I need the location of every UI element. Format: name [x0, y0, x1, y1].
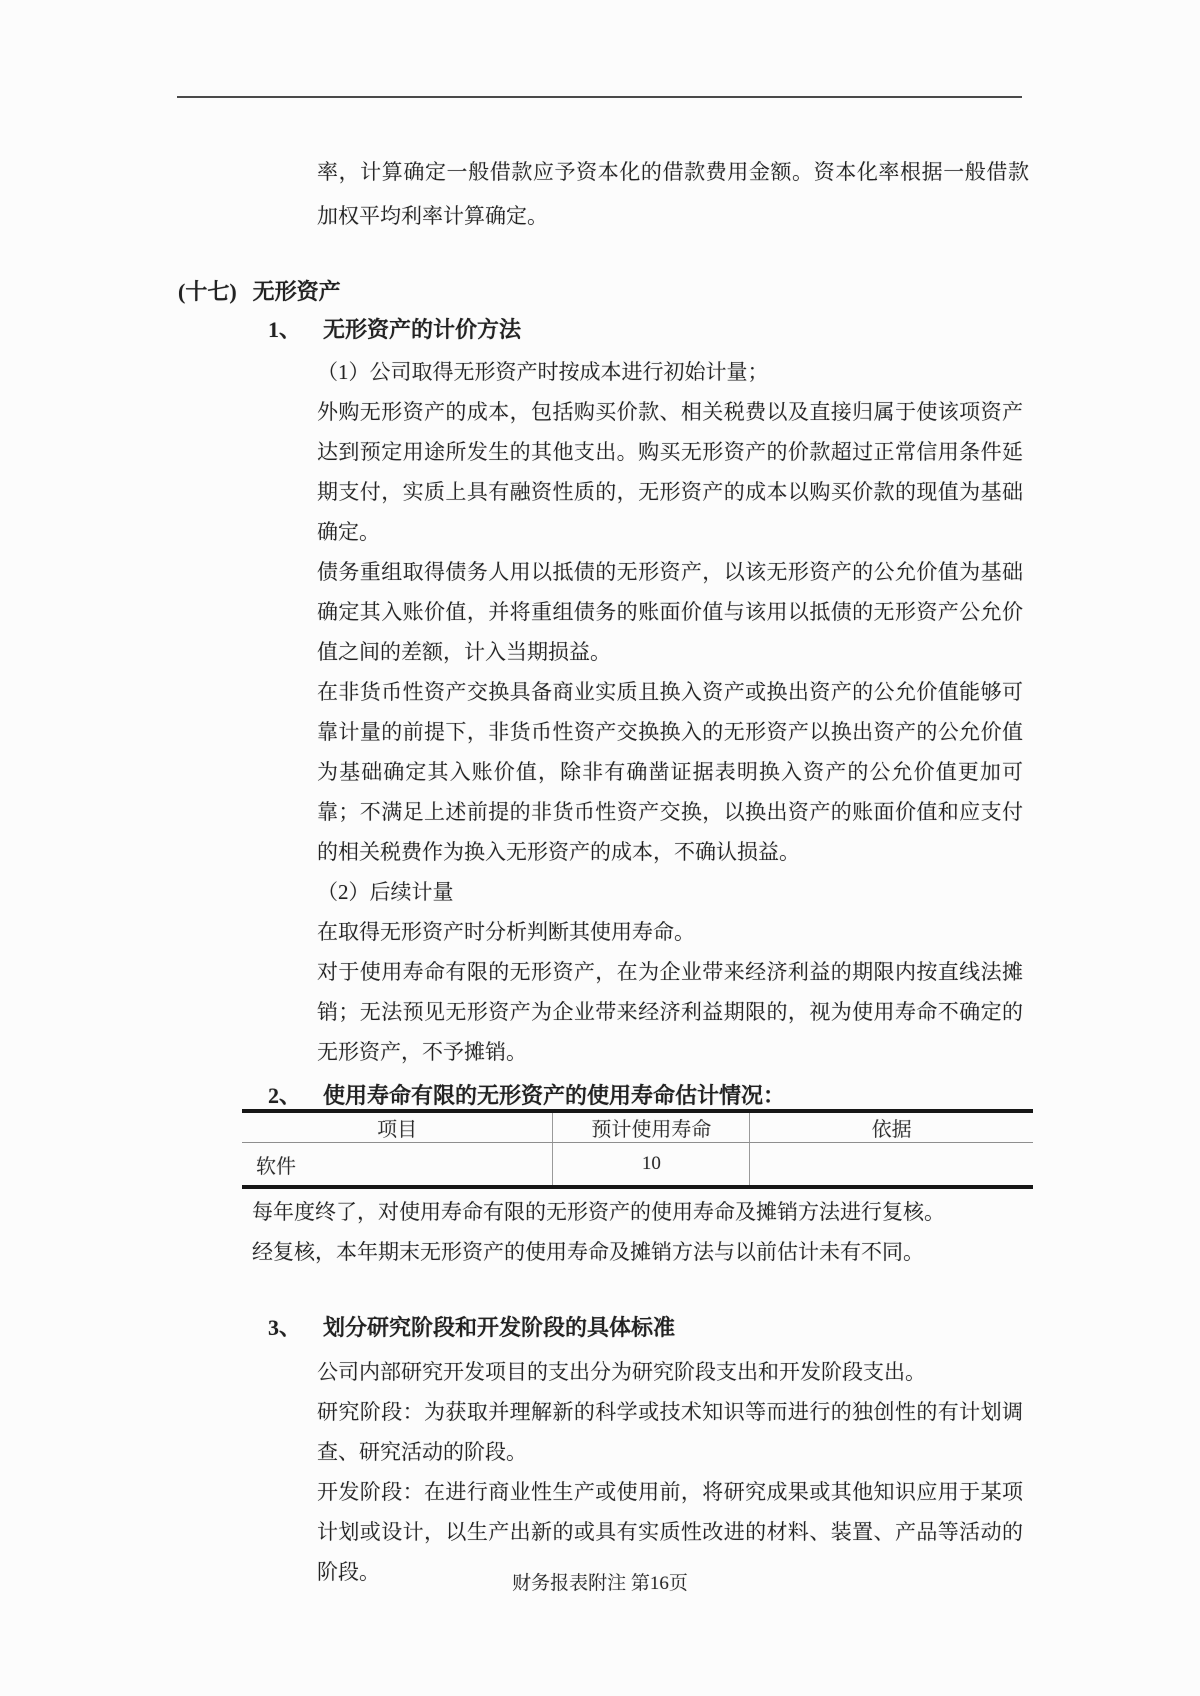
useful-life-review-notes — [252, 1192, 1032, 1272]
paragraph-debt-restructuring: 债务重组取得债务人用以抵债的无形资产，以该无形资产的公允价值为基础确定其入账价值，并将重组债务的账面价值与该用以抵债的无形资产公允价值之间的差额，计入当期损益。 — [317, 560, 1023, 664]
subheading-research-development-criteria — [268, 1312, 675, 1344]
subheading-number: 3、 — [268, 1315, 302, 1340]
table-header-item: 项目 — [242, 1111, 553, 1143]
research-development-paragraphs — [317, 1352, 1023, 1592]
footer-page-label: 财务报表附注 第16页 — [512, 1573, 688, 1594]
section-heading — [178, 276, 341, 308]
paragraph-rd-expenditure: 公司内部研究开发项目的支出分为研究阶段支出和开发阶段支出。 — [317, 1360, 926, 1384]
review-note-annual: 每年度终了，对使用寿命有限的无形资产的使用寿命及摊销方法进行复核。 — [252, 1200, 945, 1224]
subheading-title: 无形资产的计价方法 — [323, 317, 522, 342]
review-note-result: 经复核，本年期末无形资产的使用寿命及摊销方法与以前估计未有不同。 — [252, 1240, 924, 1264]
table-row-software — [242, 1143, 1033, 1188]
valuation-method-paragraphs — [317, 352, 1023, 1072]
subheading-useful-life-estimate — [268, 1080, 785, 1112]
paragraph-amortization: 对于使用寿命有限的无形资产，在为企业带来经济利益的期限内按直线法摊销；无法预见无形资产为企业带来经济利益期限的，视为使用寿命不确定的无形资产，不予摊销。 — [317, 960, 1023, 1064]
paragraph-development-stage: 开发阶段：在进行商业性生产或使用前，将研究成果或其他知识应用于某项计划或设计，以生产出新的或具有实质性改进的材料、装置、产品等活动的阶段。 — [317, 1480, 1023, 1584]
header-rule — [177, 96, 1022, 98]
paragraph-initial-measurement: （1）公司取得无形资产时按成本进行初始计量； — [317, 360, 769, 384]
subheading-valuation-method — [268, 314, 521, 346]
table-cell-expected-life: 10 — [553, 1143, 750, 1188]
section-title: 无形资产 — [252, 279, 341, 304]
paragraph-subsequent-measurement: （2）后续计量 — [317, 880, 454, 904]
subheading-title: 使用寿命有限的无形资产的使用寿命估计情况： — [323, 1083, 786, 1108]
table-header-basis: 依据 — [750, 1111, 1033, 1143]
table-cell-item: 软件 — [242, 1143, 553, 1188]
paragraph-nonmonetary-exchange: 在非货币性资产交换具备商业实质且换入资产或换出资产的公允价值能够可靠计量的前提下，非货币性资产交换换入的无形资产以换出资产的公允价值为基础确定其入账价值，除非有确凿证据表明换入资产的公允价值更加可靠；不满足上述前提的非货币性资产交换，以换出资产的账面价值和应支付的相关税费作为换入无形资产的成本，不确认损益。 — [317, 680, 1023, 864]
subheading-title: 划分研究阶段和开发阶段的具体标准 — [323, 1315, 676, 1340]
intro-paragraph: 率，计算确定一般借款应予资本化的借款费用金额。资本化率根据一般借款加权平均利率计算确定。 — [317, 160, 1029, 228]
subheading-number: 2、 — [268, 1083, 302, 1108]
subheading-number: 1、 — [268, 317, 302, 342]
table-header-expected-life: 预计使用寿命 — [553, 1111, 750, 1143]
paragraph-useful-life-judgement: 在取得无形资产时分析判断其使用寿命。 — [317, 920, 695, 944]
useful-life-table — [242, 1109, 1033, 1189]
table-cell-basis — [750, 1143, 1033, 1188]
table-header-row — [242, 1111, 1033, 1143]
paragraph-research-stage: 研究阶段：为获取并理解新的科学或技术知识等而进行的独创性的有计划调查、研究活动的阶段。 — [317, 1400, 1023, 1464]
paragraph-purchased-assets: 外购无形资产的成本，包括购买价款、相关税费以及直接归属于使该项资产达到预定用途所发生的其他支出。购买无形资产的价款超过正常信用条件延期支付，实质上具有融资性质的，无形资产的成本以购买价款的现值为基础确定。 — [317, 400, 1023, 544]
section-number: (十七) — [178, 279, 237, 304]
